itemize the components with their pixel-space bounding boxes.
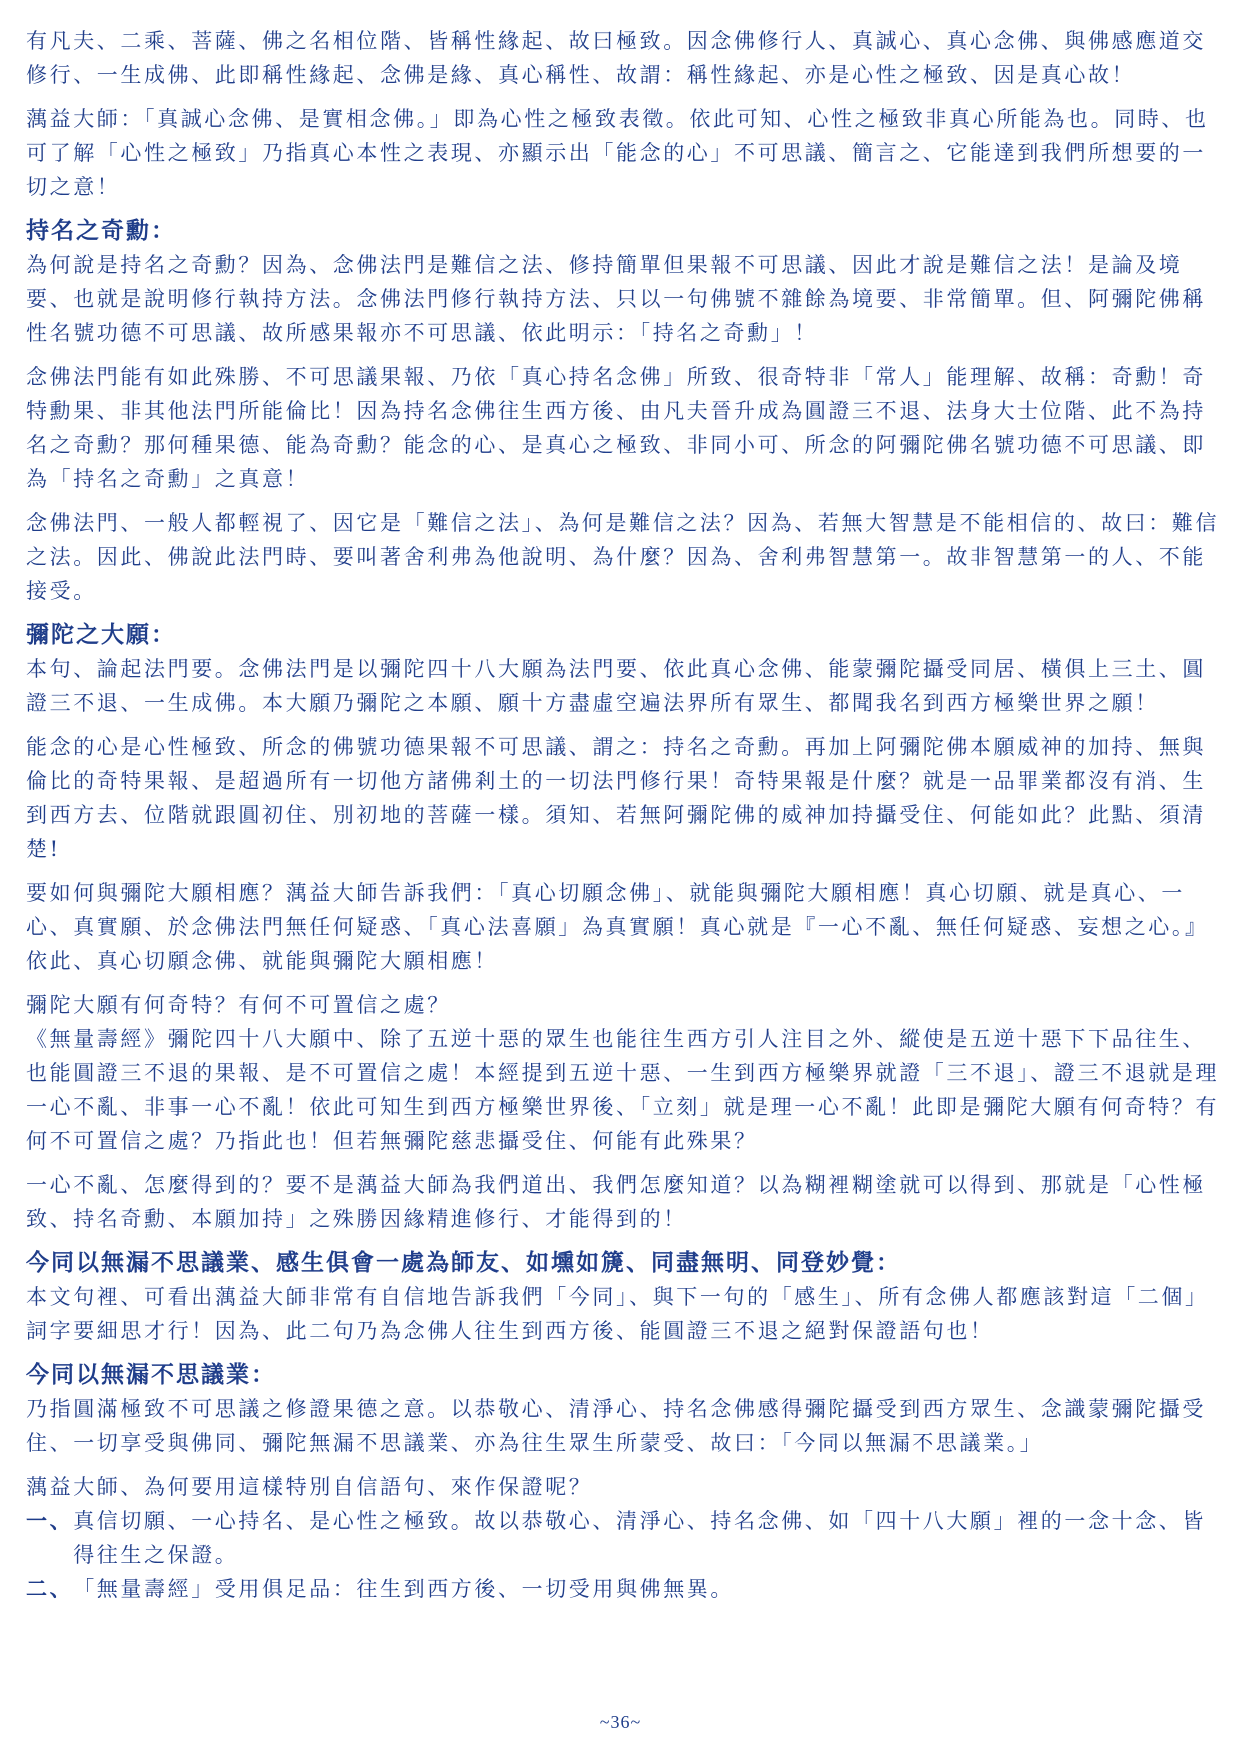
- section2-paragraph-5: 一心不亂、怎麼得到的？要不是蕅益大師為我們道出、我們怎麼知道？以為糊裡糊塗就可以得到、那就是「心性極致、持名奇勳、本願加持」之殊勝因緣精進修行、才能得到的！: [26, 1173, 1206, 1231]
- section1-paragraph-2: 念佛法門能有如此殊勝、不可思議果報、乃依「真心持名念佛」所致、很奇特非「常人」能理解、故稱：奇勳！奇特勳果、非其他法門所能倫比！因為持名念佛往生西方後、由凡夫晉升成為圓證三不退、法身大士位階、此不為持名之奇勳？那何種果德、能為奇勳？能念的心、是真心之極致、非同小可、所念的阿彌陀佛名號功德不可思議、即為「持名之奇勳」之真意！: [26, 365, 1206, 491]
- section3-paragraph-1: 本文句裡、可看出蕅益大師非常有自信地告訴我們「今同」、與下一句的「感生」、所有念佛人都應該對這「二個」詞字要細思才行！因為、此二句乃為念佛人往生到西方後、能圓證三不退之絕對保證語句也！: [26, 1285, 1209, 1343]
- section-heading-chiming: 持名之奇勳：: [26, 217, 176, 244]
- section1-paragraph-1: 為何說是持名之奇勳？因為、念佛法門是難信之法、修持簡單但果報不可思議、因此才說是難信之法！是論及境要、也就是說明修行執持方法。念佛法門修行執持方法、只以一句佛號不雜餘為境要、非常簡單。但、阿彌陀佛稱性名號功德不可思議、故所感果報亦不可思議、依此明示：「持名之奇勳」！: [26, 253, 1206, 345]
- section4-paragraph-2: 蕅益大師、為何要用這樣特別自信語句、來作保證呢？: [26, 1475, 593, 1499]
- numbered-list-item: [26, 1572, 1223, 1606]
- intro-paragraph-2: 蕅益大師：「真誠心念佛、是實相念佛。」即為心性之極致表徵。依此可知、心性之極致非真心所能為也。同時、也可了解「心性之極致」乃指真心本性之表現、亦顯示出「能念的心」不可思議、簡言之、它能達到我們所想要的一切之意！: [26, 107, 1209, 199]
- list-item-text: 「無量壽經」受用俱足品：往生到西方後、一切受用與佛無異。: [73, 1577, 735, 1601]
- section2-question: 彌陀大願有何奇特？有何不可置信之處？: [26, 993, 451, 1017]
- section2-paragraph-2: 能念的心是心性極致、所念的佛號功德果報不可思議、謂之：持名之奇勳。再加上阿彌陀佛本願威神的加持、無與倫比的奇特果報、是超過所有一切他方諸佛剎土的一切法門修行果！奇特果報是什麼？就是一品罪業都沒有消、生到西方去、位階就跟圓初住、別初地的菩薩一樣。須知、若無阿彌陀佛的威神加持攝受住、何能如此？此點、須清楚!: [26, 735, 1206, 861]
- section2-paragraph-4: 《無量壽經》彌陀四十八大願中、除了五逆十惡的眾生也能往生西方引人注目之外、縱使是五逆十惡下下品往生、也能圓證三不退的果報、是不可置信之處！本經提到五逆十惡、一生到西方極樂界就證「三不退」、證三不退就是理一心不亂、非事一心不亂！依此可知生到西方極樂世界後、「立刻」就是理一心不亂！此即是彌陀大願有何奇特？有何不可置信之處？乃指此也！但若無彌陀慈悲攝受住、何能有此殊果？: [26, 1027, 1220, 1153]
- page-number: ~36~: [599, 1712, 642, 1732]
- section1-paragraph-3: 念佛法門、一般人都輕視了、因它是「難信之法」、為何是難信之法？因為、若無大智慧是不能相信的、故曰：難信之法。因此、佛說此法門時、要叫著舍利弗為他說明、為什麼？因為、舍利弗智慧第一。故非智慧第一的人、不能接受。: [26, 511, 1220, 603]
- section-heading-jintong: 今同以無漏不思議業、感生俱會一處為師友、如壎如篪、同盡無明、同登妙覺：: [26, 1249, 901, 1276]
- numbered-list-item: [26, 1504, 1223, 1572]
- section-heading-dayuan: 彌陀之大願：: [26, 621, 176, 648]
- list-item-number: 二、: [26, 1576, 74, 1601]
- section2-paragraph-1: 本句、論起法門要。念佛法門是以彌陀四十八大願為法門要、依此真心念佛、能蒙彌陀攝受同居、橫俱上三土、圓證三不退、一生成佛。本大願乃彌陀之本願、願十方盡虛空遍法界所有眾生、都聞我名到西方極樂世界之願！: [26, 657, 1206, 715]
- section-heading-wulou: 今同以無漏不思議業：: [26, 1361, 276, 1388]
- section2-paragraph-3: 要如何與彌陀大願相應？蕅益大師告訴我們：「真心切願念佛」、就能與彌陀大願相應！真心切願、就是真心、一心、真實願、於念佛法門無任何疑惑、「真心法喜願」為真實願！真心就是『一心不亂、無任何疑惑、妄想之心。』依此、真心切願念佛、就能與彌陀大願相應！: [26, 881, 1209, 973]
- section4-paragraph-1: 乃指圓滿極致不可思議之修證果德之意。以恭敬心、清淨心、持名念佛感得彌陀攝受到西方眾生、念識蒙彌陀攝受住、一切享受與佛同、彌陀無漏不思議業、亦為往生眾生所蒙受、故曰：「今同以無漏不思議業。」: [26, 1397, 1206, 1455]
- list-item-number: 一、: [26, 1508, 74, 1533]
- intro-paragraph-1: 有凡夫、二乘、菩薩、佛之名相位階、皆稱性緣起、故曰極致。因念佛修行人、真誠心、真心念佛、與佛感應道交修行、一生成佛、此即稱性緣起、念佛是緣、真心稱性、故謂：稱性緣起、亦是心性之極致、因是真心故！: [26, 29, 1206, 87]
- list-item-text: 真信切願、一心持名、是心性之極致。故以恭敬心、清淨心、持名念佛、如「四十八大願」裡的一念十念、皆得往生之保證。: [73, 1509, 1206, 1567]
